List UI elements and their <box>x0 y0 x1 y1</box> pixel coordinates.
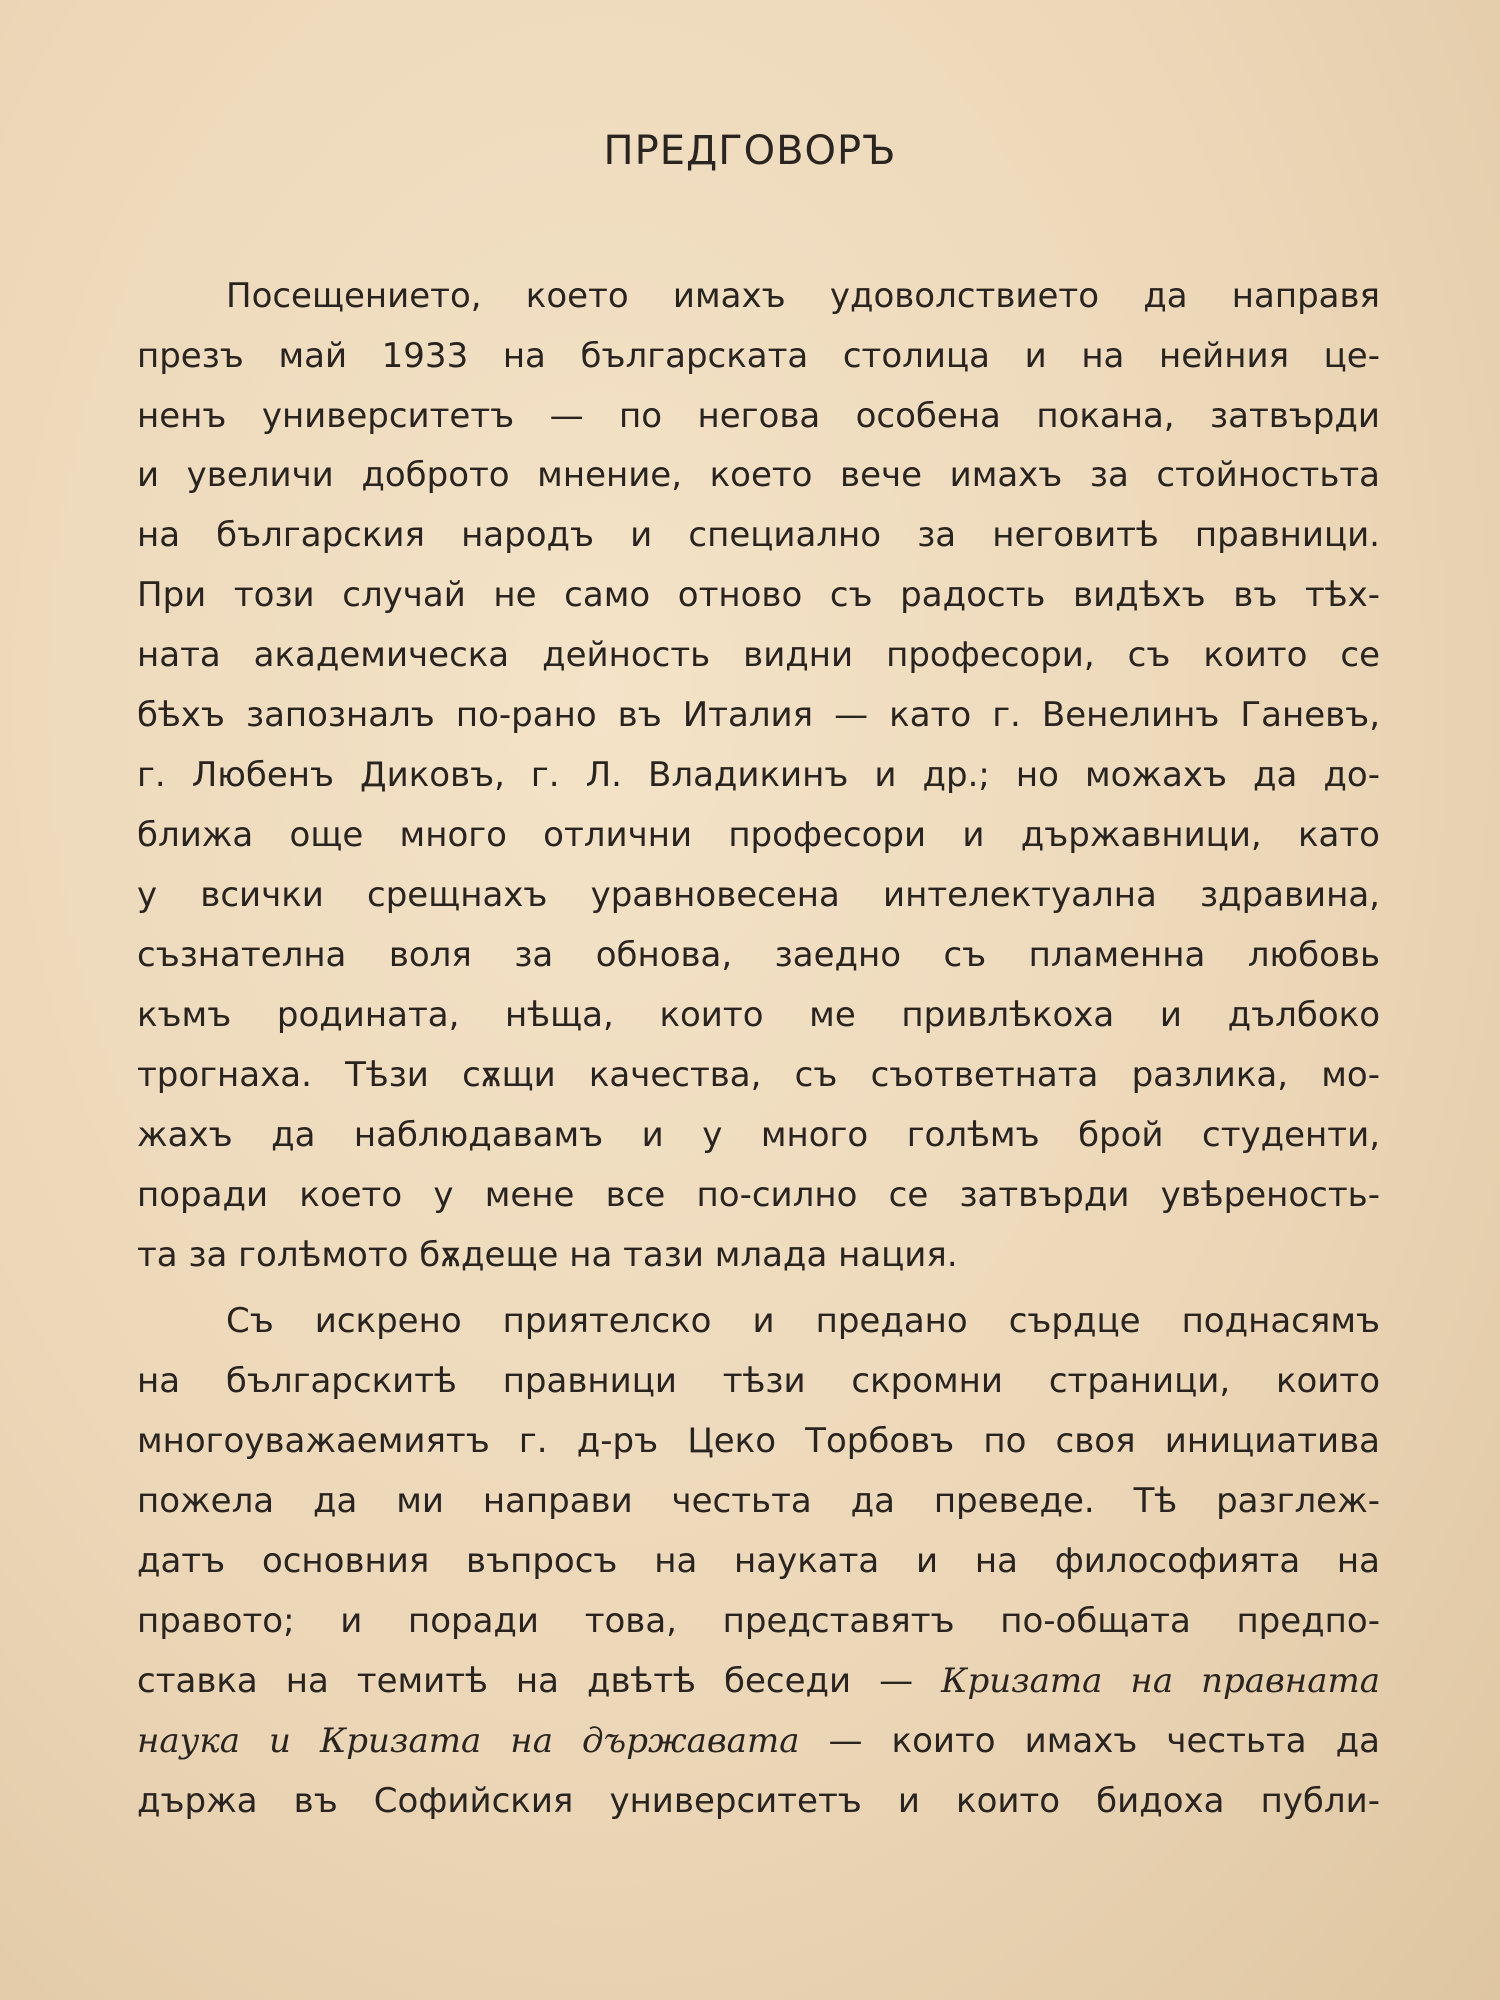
text-line: Посещението, което имахъ удоволствието да направя <box>226 276 1380 316</box>
text-line: бѣхъ запозналъ по-рано въ Италия — като г. Венелинъ Ганевъ, <box>137 695 1380 735</box>
text-line: многоуважаемиятъ г. д-ръ Цеко Торбовъ по своя инициатива <box>137 1421 1380 1461</box>
text-line: Съ искрено приятелско и предано сърдце поднасямъ <box>226 1301 1380 1341</box>
text-line: ближа още много отлични професори и държавници, като <box>137 815 1380 855</box>
text-line: При този случай не само отново съ радость видѣхъ въ тѣх- <box>137 575 1380 615</box>
text-line: къмъ родината, нѣща, които ме привлѣкоха и дълбоко <box>137 995 1380 1035</box>
text-line: у всички срещнахъ уравновесена интелектуална здравина, <box>137 875 1380 915</box>
text-line-with-italic <box>137 1716 1380 1766</box>
text-line: г. Любенъ Диковъ, г. Л. Владикинъ и др.; но можахъ да до- <box>137 755 1380 795</box>
text-line: държа въ Софийския университетъ и които бидоха публи- <box>137 1781 1380 1821</box>
text-line: пожела да ми направи честьта да преведе. Тѣ разглеж- <box>137 1481 1380 1521</box>
text-line: трогнаха. Тѣзи сѫщи качества, съ съответната разлика, мо- <box>137 1055 1380 1095</box>
text-line: датъ основния въпросъ на науката и на философията на <box>137 1541 1380 1581</box>
text-span: ставка на темитѣ на двѣтѣ беседи — <box>137 1661 914 1701</box>
text-span: — които имахъ честьта да <box>828 1721 1380 1761</box>
text-line-with-italic <box>137 1656 1380 1706</box>
text-line: жахъ да наблюдавамъ и у много голѣмъ брой студенти, <box>137 1115 1380 1155</box>
text-line: презъ май 1933 на българската столица и на нейния це- <box>137 336 1380 376</box>
text-line: и увеличи доброто мнение, което вече имахъ за стойностьта <box>137 455 1380 495</box>
italic-title: наука и Кризата на държавата <box>137 1721 800 1761</box>
text-line: правото; и поради това, представятъ по-общата предпо- <box>137 1601 1380 1641</box>
italic-title: Кризата на правната <box>941 1661 1380 1701</box>
text-line: на българскитѣ правници тѣзи скромни страници, които <box>137 1361 1380 1401</box>
text-line: та за голѣмото бѫдеще на тази млада нация. <box>137 1235 958 1275</box>
text-line: ненъ университетъ — по негова особена покана, затвърди <box>137 396 1380 436</box>
text-line: съзнателна воля за обнова, заедно съ пламенна любовь <box>137 935 1380 975</box>
text-line: на българския народъ и специално за неговитѣ правници. <box>137 515 1380 555</box>
page-title: ПРЕДГОВОРЪ <box>603 128 897 174</box>
text-line: ната академическа дейность видни професори, съ които се <box>137 635 1380 675</box>
text-line: поради което у мене все по-силно се затвърди увѣреность- <box>137 1175 1380 1215</box>
